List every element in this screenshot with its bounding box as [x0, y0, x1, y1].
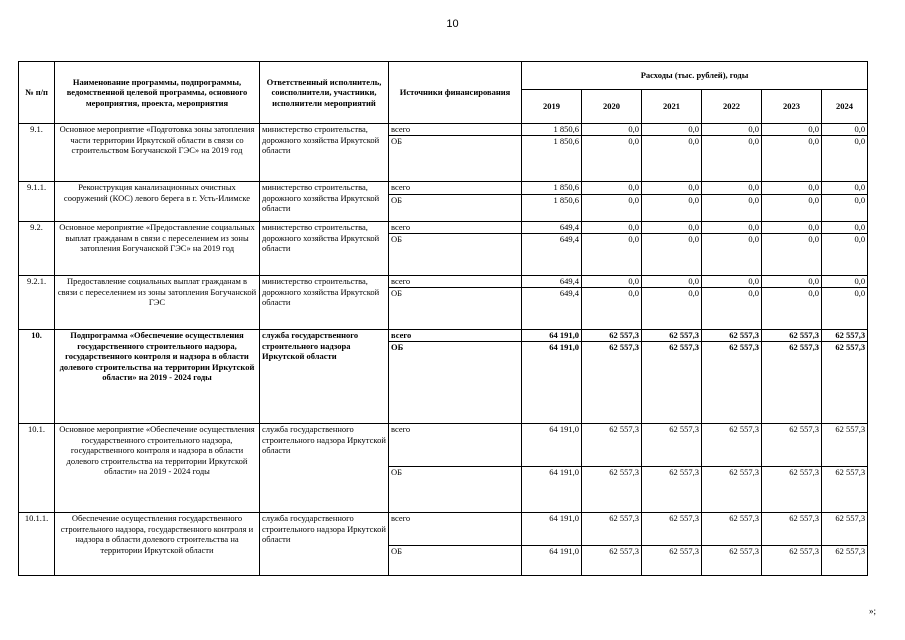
row-value: 0,0	[762, 288, 822, 330]
row-source: всего	[389, 330, 522, 342]
row-value: 62 557,3	[582, 546, 642, 576]
row-name: Подпрограмма «Обеспечение осуществления государственного строительного надзора, государственного контроля и надзора в области долевого строительства на территории Иркутской области» на 2019 - 2024 годы	[55, 330, 260, 424]
row-value: 649,4	[522, 276, 582, 288]
row-value: 64 191,0	[522, 342, 582, 424]
expenditure-table	[18, 61, 868, 576]
table-row	[19, 222, 868, 234]
row-value: 62 557,3	[822, 424, 868, 467]
row-value: 0,0	[702, 195, 762, 222]
row-value: 0,0	[702, 288, 762, 330]
row-value: 62 557,3	[702, 330, 762, 342]
row-value: 0,0	[762, 234, 822, 276]
row-value: 0,0	[702, 234, 762, 276]
row-value: 0,0	[822, 124, 868, 136]
row-value: 0,0	[642, 182, 702, 195]
row-value: 62 557,3	[762, 546, 822, 576]
row-value: 0,0	[822, 195, 868, 222]
header-responsible: Ответственный исполнитель, соисполнители, участники, исполнители мероприятий	[260, 62, 389, 124]
row-source: всего	[389, 222, 522, 234]
row-responsible: служба государственного строительного надзора Иркутской области	[260, 513, 389, 576]
row-name: Основное мероприятие «Обеспечение осуществления государственного строительного надзора, государственного контроля и надзора в области долевого строительства на территории Иркутской области» на 2019 - 2024 годы	[55, 424, 260, 513]
closing-quote-mark: »;	[869, 606, 877, 616]
row-value: 0,0	[582, 124, 642, 136]
row-value: 64 191,0	[522, 330, 582, 342]
row-value: 1 850,6	[522, 136, 582, 182]
row-value: 0,0	[702, 136, 762, 182]
row-value: 62 557,3	[642, 424, 702, 467]
row-value: 0,0	[762, 276, 822, 288]
row-value: 0,0	[702, 222, 762, 234]
header-year: 2024	[822, 90, 868, 124]
row-name: Обеспечение осуществления государственного строительного надзора, государственного контроля и надзора в области долевого строительства на территории Иркутской области	[55, 513, 260, 576]
row-value: 649,4	[522, 288, 582, 330]
row-number: 9.2.1.	[19, 276, 55, 330]
header-year: 2020	[582, 90, 642, 124]
row-value: 0,0	[822, 136, 868, 182]
table-row	[19, 124, 868, 136]
row-value: 0,0	[642, 288, 702, 330]
row-source: ОБ	[389, 546, 522, 576]
row-value: 0,0	[582, 136, 642, 182]
row-responsible: служба государственного строительного надзора Иркутской области	[260, 330, 389, 424]
row-source: ОБ	[389, 467, 522, 513]
row-value: 62 557,3	[762, 513, 822, 546]
row-value: 62 557,3	[762, 467, 822, 513]
table-row	[19, 182, 868, 195]
row-value: 62 557,3	[702, 546, 762, 576]
row-name: Предоставление социальных выплат гражданам в связи с переселением из зоны затопления Богучанской ГЭС	[55, 276, 260, 330]
row-value: 0,0	[822, 234, 868, 276]
row-value: 62 557,3	[642, 330, 702, 342]
row-value: 649,4	[522, 234, 582, 276]
row-value: 0,0	[642, 222, 702, 234]
row-value: 62 557,3	[642, 342, 702, 424]
row-value: 64 191,0	[522, 467, 582, 513]
row-value: 62 557,3	[582, 513, 642, 546]
row-value: 62 557,3	[762, 330, 822, 342]
row-source: всего	[389, 182, 522, 195]
row-value: 62 557,3	[822, 467, 868, 513]
row-value: 1 850,6	[522, 195, 582, 222]
row-value: 1 850,6	[522, 182, 582, 195]
row-value: 62 557,3	[582, 342, 642, 424]
row-number: 9.1.	[19, 124, 55, 182]
row-value: 62 557,3	[702, 467, 762, 513]
row-source: ОБ	[389, 136, 522, 182]
header-name: Наименование программы, подпрограммы, ведомственной целевой программы, основного мероприятия, проекта, мероприятия	[55, 62, 260, 124]
row-value: 0,0	[642, 276, 702, 288]
row-value: 64 191,0	[522, 424, 582, 467]
row-value: 62 557,3	[822, 342, 868, 424]
row-number: 9.1.1.	[19, 182, 55, 222]
row-value: 0,0	[642, 195, 702, 222]
row-value: 62 557,3	[582, 330, 642, 342]
row-value: 0,0	[642, 136, 702, 182]
row-value: 0,0	[702, 182, 762, 195]
row-responsible: министерство строительства, дорожного хозяйства Иркутской области	[260, 276, 389, 330]
row-value: 0,0	[642, 234, 702, 276]
header-num: № п/п	[19, 62, 55, 124]
row-value: 1 850,6	[522, 124, 582, 136]
row-value: 62 557,3	[762, 424, 822, 467]
row-value: 0,0	[582, 276, 642, 288]
row-source: ОБ	[389, 342, 522, 424]
row-value: 62 557,3	[702, 513, 762, 546]
row-value: 649,4	[522, 222, 582, 234]
row-value: 0,0	[762, 136, 822, 182]
row-value: 64 191,0	[522, 513, 582, 546]
header-expenses: Расходы (тыс. рублей), годы	[522, 62, 868, 90]
row-number: 10.	[19, 330, 55, 424]
row-source: всего	[389, 513, 522, 546]
row-source: ОБ	[389, 288, 522, 330]
row-responsible: министерство строительства, дорожного хозяйства Иркутской области	[260, 124, 389, 182]
row-value: 0,0	[582, 222, 642, 234]
row-value: 0,0	[762, 182, 822, 195]
header-year: 2021	[642, 90, 702, 124]
row-value: 62 557,3	[702, 424, 762, 467]
header-year: 2023	[762, 90, 822, 124]
row-value: 0,0	[762, 222, 822, 234]
row-value: 0,0	[582, 288, 642, 330]
row-value: 62 557,3	[822, 330, 868, 342]
row-value: 0,0	[702, 276, 762, 288]
row-name: Основное мероприятие «Подготовка зоны затопления части территории Иркутской области в связи со строительством Богучанской ГЭС» на 2019 год	[55, 124, 260, 182]
row-value: 0,0	[642, 124, 702, 136]
row-value: 0,0	[822, 222, 868, 234]
row-source: ОБ	[389, 195, 522, 222]
row-number: 10.1.	[19, 424, 55, 513]
row-source: всего	[389, 276, 522, 288]
table-row	[19, 424, 868, 467]
row-value: 62 557,3	[822, 546, 868, 576]
header-year: 2022	[702, 90, 762, 124]
row-value: 62 557,3	[582, 424, 642, 467]
row-number: 9.2.	[19, 222, 55, 276]
row-value: 62 557,3	[642, 546, 702, 576]
row-value: 0,0	[822, 276, 868, 288]
table-row	[19, 276, 868, 288]
row-value: 62 557,3	[642, 467, 702, 513]
row-source: ОБ	[389, 234, 522, 276]
row-value: 0,0	[582, 234, 642, 276]
table-row	[19, 513, 868, 546]
table-row	[19, 330, 868, 342]
row-value: 0,0	[822, 182, 868, 195]
row-value: 62 557,3	[822, 513, 868, 546]
row-source: всего	[389, 124, 522, 136]
row-source: всего	[389, 424, 522, 467]
row-name: Основное мероприятие «Предоставление социальных выплат гражданам в связи с переселением из зоны затопления Богучанской ГЭС» на 2019 год	[55, 222, 260, 276]
row-value: 0,0	[762, 195, 822, 222]
row-value: 62 557,3	[762, 342, 822, 424]
row-value: 62 557,3	[582, 467, 642, 513]
row-value: 0,0	[822, 288, 868, 330]
row-value: 0,0	[582, 195, 642, 222]
header-year: 2019	[522, 90, 582, 124]
row-value: 64 191,0	[522, 546, 582, 576]
row-name: Реконструкция канализационных очистных сооружений (КОС) левого берега в г. Усть-Илимске	[55, 182, 260, 222]
row-value: 62 557,3	[702, 342, 762, 424]
row-number: 10.1.1.	[19, 513, 55, 576]
row-responsible: министерство строительства, дорожного хозяйства Иркутской области	[260, 182, 389, 222]
row-value: 62 557,3	[642, 513, 702, 546]
row-value: 0,0	[582, 182, 642, 195]
row-responsible: министерство строительства, дорожного хозяйства Иркутской области	[260, 222, 389, 276]
row-value: 0,0	[702, 124, 762, 136]
row-value: 0,0	[762, 124, 822, 136]
row-responsible: служба государственного строительного надзора Иркутской области	[260, 424, 389, 513]
page-number: 10	[446, 18, 459, 30]
header-source: Источники финансирования	[389, 62, 522, 124]
